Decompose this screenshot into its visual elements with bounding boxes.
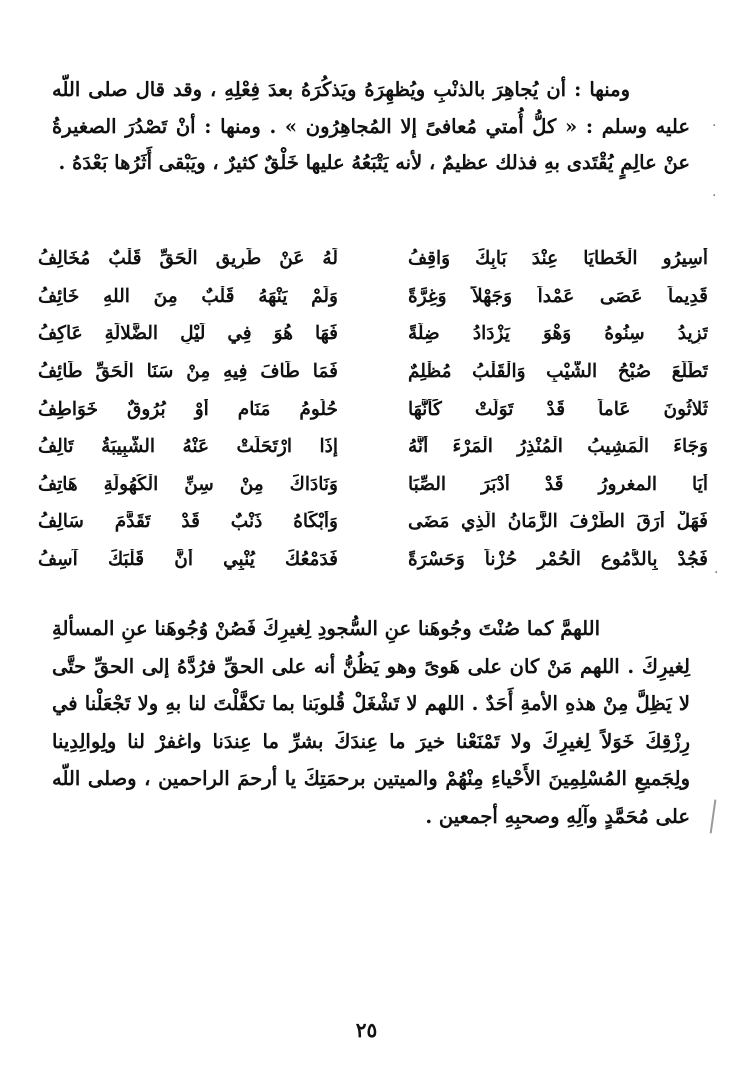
verse-first-hemistich: قَدِيماً عَصَى عَمْداً وَجَهْلاً وَغِرَّةً bbox=[408, 285, 708, 307]
poem-verse bbox=[28, 428, 708, 466]
margin-mark: · bbox=[712, 118, 717, 134]
poem-verse bbox=[28, 541, 708, 579]
margin-stroke bbox=[710, 799, 725, 834]
margin-mark: · bbox=[712, 188, 717, 204]
verse-second-hemistich: فَهَا هُوَ فِي لَيْلِ الضَّلالَةِ عَاكِفُ bbox=[38, 323, 338, 345]
poem-verse bbox=[28, 503, 708, 541]
verse-first-hemistich: وَجَاءَ الْمَشِيبُ الْمُنْذِرُ الْمَرْءَ أَنَّهُ bbox=[408, 436, 708, 458]
verse-first-hemistich: تَزِيدُ سِنُوهُ وَهْوَ يَزْدَادُ ضِلَّةً bbox=[408, 323, 708, 345]
verse-first-hemistich: أَسِيرُو الْخَطايَا عِنْدَ بَابِكَ وَاقِفُ bbox=[408, 248, 708, 270]
verse-first-hemistich: فَهَلْ أَرَقَ الطَّرْفَ الزَّمَانُ الَّذِي مَضَى bbox=[408, 511, 708, 533]
poem-verse bbox=[28, 240, 708, 278]
verse-second-hemistich: وَأَبْكَاهُ ذَنْبٌ قَدْ تَقَدَّمَ سَالِفُ bbox=[38, 511, 338, 533]
verse-second-hemistich: فَمَا طَافَ فِيهِ مِنْ سَنَا الْحَقِّ طَائِفُ bbox=[38, 361, 338, 383]
verse-first-hemistich: تَطَلَّعَ صُبْحُ الشَّيْبِ وَالْقَلْبُ مُظْلِمٌ bbox=[408, 361, 708, 383]
intro-paragraph: ومنها : أن يُجاهِرَ بالذنْبِ ويُظهِرَهُ ويَذكُرَهُ بعدَ فِعْلِهِ ، وقد قال صلى اللّه عليه وسلم : « كلُّ أُمتي مُعافىً إلا المُجاهِرُون » . ومنها : أنْ تَصْدُرَ الصغيرةُ عنْ عالِمٍ يُقْتَدى بهِ فذلك عظيمٌ ، لأنه يَتْبَعُهُ عليها خَلْقٌ كثيرٌ ، ويَبْقى أَثَرُها بَعْدَهُ . bbox=[52, 78, 690, 174]
margin-mark: · bbox=[714, 565, 719, 581]
verse-second-hemistich: لَهُ عَنْ طَرِيقِ الْحَقِّ قَلْبٌ مُخَالِفُ bbox=[38, 248, 338, 270]
poem-verse bbox=[28, 353, 708, 391]
verse-second-hemistich: حُلُومُ مَنَامٍ أَوْ بُرُوقٌ خَوَاطِفُ bbox=[38, 398, 338, 420]
verse-first-hemistich: ثَلاثُونَ عَاماً قَدْ تَوَلَّتْ كَأَنَّهَا bbox=[408, 398, 708, 420]
verse-first-hemistich: فَجُدْ بِالدُّمُوعِ الْحُمْرِ حُزْناً وَحَسْرَةً bbox=[408, 549, 708, 571]
verse-first-hemistich: أَيَا المغرورُ قَدْ أَدْبَرَ الصِّبَا bbox=[408, 473, 708, 495]
verse-second-hemistich: إِذَا ارْتَحَلَتْ عَنْهُ الشَّبِيبَةُ تَالِفُ bbox=[38, 436, 338, 458]
verse-second-hemistich: وَلَمْ يَنْهَهُ قَلْبٌ مِنَ اللهِ خَائِفُ bbox=[38, 285, 338, 307]
page-number: ٢٥ bbox=[355, 1018, 378, 1042]
poem-verse bbox=[28, 390, 708, 428]
verse-second-hemistich: فَدَمْعُكَ يُنْبِي أَنَّ قَلْبَكَ آسِفُ bbox=[38, 549, 338, 571]
poem-verse bbox=[28, 466, 708, 504]
poem bbox=[28, 240, 708, 578]
prayer-paragraph: اللهمَّ كما صُنْتَ وجُوهَنا عنِ السُّجودِ لِغيرِكَ فَصُنْ وُجُوهَنا عنِ المسألةِ لِغيرِكَ . اللهم مَنْ كان على هَوىً وهو يَظُنُّ أنه على الحقِّ فرُدَّهُ إلى الحقِّ حتَّى لا يَظِلَّ مِنْ هذهِ الأمةِ أَحَدٌ . اللهم لا تَشْغَلْ قُلوبَنا بما تكفَّلْتَ لنا بهِ ولا تَجْعَلْنا في رِزْقِكَ خَوَلاً لِغيرِكَ ولا تَمْنَعْنا خيرَ ما عِندَكَ بشرِّ ما عِندَنا واغفرْ لنا ولِوالِدِينا ولِجَميعِ المُسْلِمِينَ الأَحْياءِ مِنْهُمْ والميتين برحمَتِكَ يا أرحمَ الراحمين ، وصلى اللّه على مُحَمَّدٍ وآلِهِ وصحبِهِ أجمعين . bbox=[52, 617, 690, 828]
poem-verse bbox=[28, 315, 708, 353]
verse-second-hemistich: وَنَادَاكَ مِنْ سِنِّ الْكُهُولَةِ هَاتِفُ bbox=[38, 473, 338, 495]
poem-verse bbox=[28, 278, 708, 316]
